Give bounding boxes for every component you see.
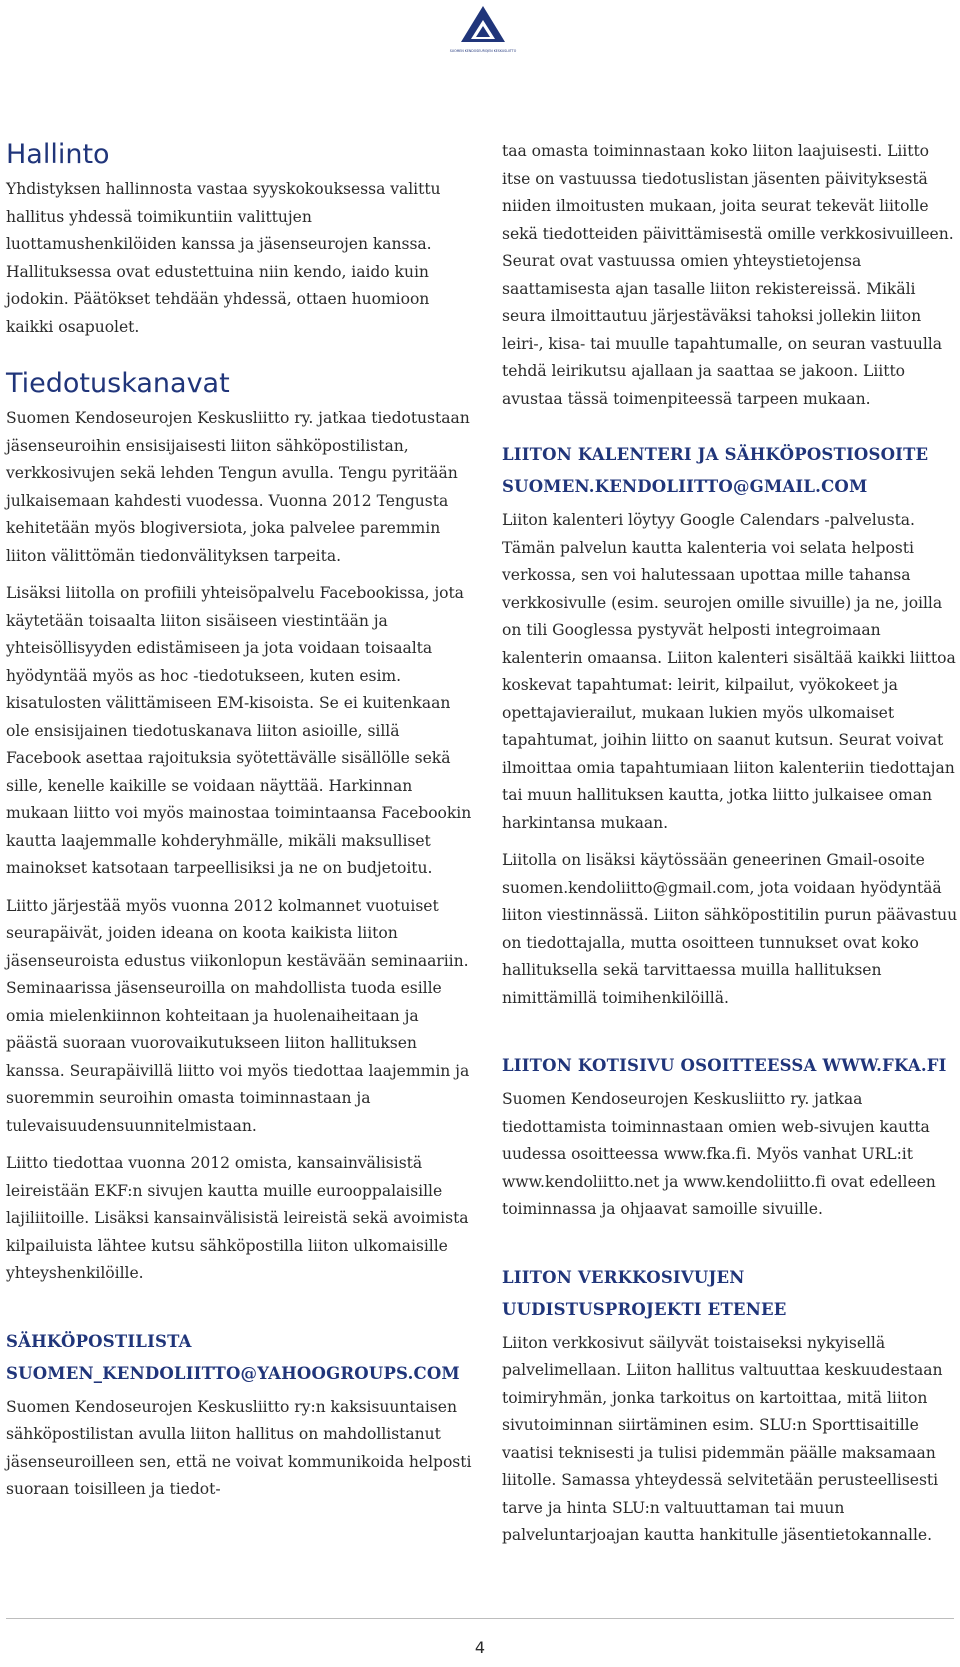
kalenteri-heading: [502, 439, 960, 503]
kalenteri-heading-line-2: SUOMEN.KENDOLIITTO@GMAIL.COM: [502, 477, 868, 496]
triangle-logo-icon: [448, 4, 518, 60]
hallinto-paragraph: Yhdistyksen hallinnosta vastaa syyskokouksessa valittu hallitus yhdessä toimikuntiin valittujen luottamushenkilöiden kanssa ja jäsenseurojen kanssa. Hallituksessa ovat edustettuina niin kendo, iaido kuin jodokin. Päätökset tehdään yhdessä, ottaen huomioon kaikki osapuolet.: [6, 180, 441, 336]
left-column: [6, 138, 474, 1514]
kalenteri-paragraph-2: Liitolla on lisäksi käytössään geneerinen Gmail-osoite suomen.kendoliitto@gmail.com, jota voidaan hyödyntää liiton viestinnässä. Liiton sähköpostitilin purun päävastuu on tiedottajalla, mutta osoitteen tunnukset ovat koko hallituksella sekä tarvittaessa muilla hallituksen nimittämillä toimihenkilöillä.: [502, 851, 958, 1007]
continued-paragraph: taa omasta toiminnastaan koko liiton laajuisesti. Liitto itse on vastuussa tiedotuslistan jäsenten päivityksestä niiden ilmoitusten mukaan, joita seurat tekevät liitolle sekä tiedotteiden päivittämisestä omille verkkosivuilleen. Seurat ovat vastuussa omien yhteystietojensa saattamisesta ajan tasalle liiton rekistereissä. Mikäli seura ilmoittautuu järjestäväksi tahoksi jollekin liiton leiri-, kisa- tai muulle tapahtumalle, on seuran vastuulla tehdä leirikutsu ajallaan ja saattaa se jakoon. Liitto avustaa tässä toimenpiteessä tarpeen mukaan.: [502, 142, 954, 408]
logo-caption: SUOMEN KENDOSEUROJEN KESKUSLIITTO: [449, 49, 517, 53]
page-number: 4: [474, 1638, 486, 1657]
footer-divider: [6, 1618, 954, 1619]
logo-graphic: [448, 4, 518, 60]
hallinto-heading: Hallinto: [6, 139, 110, 170]
tiedotus-paragraph-4: Liitto tiedottaa vuonna 2012 omista, kansainvälisistä leireistään EKF:n sivujen kautta muille eurooppalaisille lajiliitoille. Lisäksi kansainvälisistä leireistä sekä avoimista kilpailuista lähtee kutsu sähköpostilla liiton ulkomaisille yhteyshenkilöille.: [6, 1154, 469, 1282]
verkkosivut-heading: [502, 1262, 960, 1326]
sahkopostilista-paragraph: Suomen Kendoseurojen Keskusliitto ry:n kaksisuuntaisen sähköpostilistan avulla liiton hallitus on mahdollistanut jäsenseuroilleen sen, että ne voivat kommunikoida helposti suoraan toisilleen ja tiedot-: [6, 1397, 472, 1498]
sahkopostilista-heading-line-1: SÄHKÖPOSTILISTA: [6, 1331, 192, 1351]
verkkosivut-paragraph: Liiton verkkosivut säilyvät toistaiseksi nykyisellä palvelimellaan. Liiton hallitus valtuuttaa keskuudestaan toimiryhmän, jonka tarkoitus on kartoittaa, mitä liiton sivutoiminnan siirtäminen esim. SLU:n Sporttisaitille vaatisi teknisesti ja tulisi pidemmän päälle maksamaan liitolle. Samassa yhteydessä selvitetään perusteellisesti tarve ja hinta SLU:n valtuuttaman tai muun palveluntarjoajan kautta hankitulle jäsentietokannalle.: [502, 1333, 943, 1544]
sahkopostilista-heading: [6, 1326, 474, 1390]
kalenteri-paragraph-1: Liiton kalenteri löytyy Google Calendars -palvelusta. Tämän palvelun kautta kalenteria voi selata helposti verkossa, sen voi halutessaan upottaa mille tahansa verkkosivulle (esim. seurojen omille sivuille) ja ne, joilla on tili Googlessa pystyvät helposti integroimaan kalenterin omaansa. Liiton kalenteri sisältää kaikki liittoa koskevat tapahtumat: leirit, kilpailut, vyökokeet ja opettajavierailut, mukaan lukien myös ulkomaiset tapahtumat, joihin liitto on saanut kutsun. Seurat voivat ilmoittaa omia tapahtumiaan liiton kalenteriin tiedottajan tai muun hallituksen kautta, jotka liitto julkaisee oman harkintansa mukaan.: [502, 511, 956, 832]
kotisivu-heading: LIITON KOTISIVU OSOITTEESSA WWW.FKA.FI: [502, 1056, 947, 1075]
verkkosivut-heading-line-1: LIITON VERKKOSIVUJEN: [502, 1267, 745, 1287]
right-column: [502, 138, 960, 1560]
kalenteri-heading-line-1: LIITON KALENTERI JA SÄHKÖPOSTIOSOITE: [502, 445, 929, 464]
tiedotuskanavat-heading: Tiedotuskanavat: [6, 368, 230, 399]
tiedotus-paragraph-1: Suomen Kendoseurojen Keskusliitto ry. jatkaa tiedotustaan jäsenseuroihin ensisijaisesti liiton sähköpostilistan, verkkosivujen sekä lehden Tengun avulla. Tengu pyritään julkaisemaan kahdesti vuodessa. Vuonna 2012 Tengusta kehitetään myös blogiversiota, joka palvelee paremmin liiton välittömän tiedonvälityksen tarpeita.: [6, 409, 470, 565]
kotisivu-paragraph: Suomen Kendoseurojen Keskusliitto ry. jatkaa tiedottamista toiminnastaan omien web-sivujen kautta uudessa osoitteessa www.fka.fi. Myös vanhat URL:it www.kendoliitto.net ja www.kendoliitto.fi ovat edelleen toiminnassa ja ohjaavat samoille sivuille.: [502, 1090, 936, 1218]
sahkopostilista-heading-line-2: SUOMEN_KENDOLIITTO@YAHOOGROUPS.COM: [6, 1363, 460, 1383]
tiedotus-paragraph-3: Liitto järjestää myös vuonna 2012 kolmannet vuotuiset seurapäivät, joiden ideana on koota kaikista liiton jäsenseuroista edustus viikonlopun kestävään seminaariin. Seminaarissa jäsenseuroilla on mahdollista tuoda esille omia mielenkiinnon kohteitaan ja huolenaiheitaan ja päästä suoraan vuorovaikutukseen liiton hallituksen kanssa. Seurapäivillä liitto voi myös tiedottaa laajemmin ja suoremmin seuroihin omasta toiminnastaan ja tulevaisuudensuunnitelmistaan.: [6, 896, 470, 1135]
verkkosivut-heading-line-2: UUDISTUSPROJEKTI ETENEE: [502, 1299, 787, 1319]
tiedotus-paragraph-2: Lisäksi liitolla on profiili yhteisöpalvelu Facebookissa, jota käytetään toisaalta liiton sisäiseen viestintään ja yhteisöllisyyden edistämiseen ja jota voidaan toisaalta hyödyntää myös as hoc -tiedotukseen, kuten esim. kisatulosten välittämiseen EM-kisoista. Se ei kuitenkaan ole ensisijainen tiedotuskanava liiton asioille, sillä Facebook asettaa rajoituksia syötettävälle sisällölle sekä sille, kenelle kaikille se voidaan näyttää. Harkinnan mukaan liitto voi myös mainostaa toimintaansa Facebookin kautta laajemmalle kohderyhmälle, mikäli maksulliset mainokset katsotaan tarpeellisiksi ja ne on budjetoitu.: [6, 584, 472, 877]
